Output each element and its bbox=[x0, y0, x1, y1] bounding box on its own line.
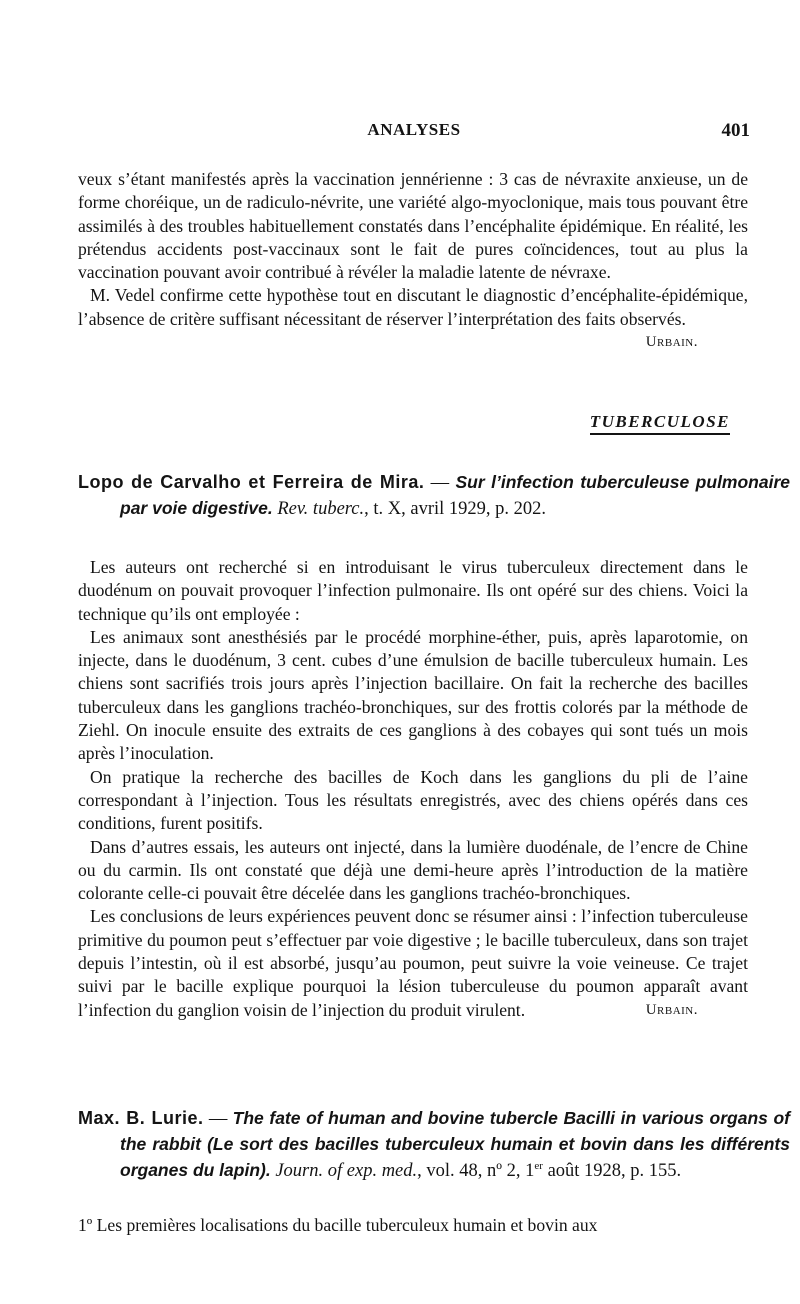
abstract-body bbox=[78, 556, 748, 1022]
entry-title: The fate of human and bovine tubercle Bacilli in various organs of the rabbit (Le sort des bacilles tuberculeux humain et bovin dans les différents organes du lapin). bbox=[120, 1108, 790, 1180]
entry-citation: , vol. 48, nº 2, 1 bbox=[417, 1161, 535, 1181]
paragraph bbox=[78, 905, 748, 1021]
entry-authors: Lopo de Carvalho et Ferreira de Mira. bbox=[78, 472, 425, 492]
paragraph: Les animaux sont anesthésiés par le procédé morphine-éther, puis, après laparotomie, on injecte, dans le duodénum, 3 cent. cubes d’une émulsion de bacille tuberculeux humain. Les chiens sont sacrifiés trois jours après l’injection bacillaire. On fait la recherche des bacilles tuberculeux dans les ganglions trachéo-bronchiques, sur des frottis colorés par la méthode de Ziehl. On inocule ensuite des extraits de ces ganglions à des cobayes qui sont tués un mois après l’inoculation. bbox=[78, 626, 748, 764]
entry-dash: — bbox=[424, 473, 456, 493]
section-heading: TUBERCULOSE bbox=[590, 412, 730, 435]
entry-authors: Max. B. Lurie. bbox=[78, 1108, 204, 1128]
signature: Urbain. bbox=[645, 1001, 698, 1018]
paragraph-text: Les conclusions de leurs expériences peuvent donc se résumer ainsi : l’infection tuberculeuse primitive du poumon peut s’effectuer par voie digestive ; le bacille tuberculeux, dans son trajet depuis l’intestin, où il est absorbé, jusqu’au poumon, peut suivre la voie veineuse. Ce trajet suivi par le bacille explique pourquoi la lésion tuberculeuse du poumon apparaît avant l’infection du ganglion voisin de l’injection du produit virulent. bbox=[78, 906, 748, 1020]
abstract-body bbox=[78, 1214, 748, 1237]
top-text-block bbox=[78, 168, 748, 354]
bibliographic-entry bbox=[78, 470, 790, 522]
entry-title: Sur l’infection tuberculeuse pulmonaire par voie digestive. bbox=[120, 472, 791, 518]
paragraph: Les auteurs ont recherché si en introduisant le virus tuberculeux directement dans le duodénum on pouvait provoquer l’infection pulmonaire. Ils ont opéré sur des chiens. Voici la technique qu’ils ont employée : bbox=[78, 557, 748, 624]
entry-dash: — bbox=[203, 1109, 233, 1129]
page-header bbox=[78, 120, 750, 144]
paragraph bbox=[78, 284, 748, 351]
paragraph: Dans d’autres essais, les auteurs ont injecté, dans la lumière duodénale, de l’encre de Chine ou du carmin. Ils ont constaté que déjà une demi-heure après l’introduction de la matière colorante celle-ci pouvait être décelée dans les ganglions trachéo-bronchiques. bbox=[78, 836, 748, 904]
entry-citation: août 1928, p. 155. bbox=[542, 1161, 682, 1181]
paragraph: On pratique la recherche des bacilles de Koch dans les ganglions du pli de l’aine correspondant à l’injection. Tous les résultats enregistrés, avec des chiens opérés dans ces conditions, furent positifs. bbox=[78, 766, 748, 834]
running-head: ANALYSES bbox=[367, 120, 461, 139]
paragraph-text: M. Vedel confirme cette hypothèse tout en discutant le diagnostic d’encéphalite-épidémique, l’absence de critère suffisant nécessitant de réserver l’interprétation des faits observés. bbox=[78, 285, 748, 329]
signature: Urbain. bbox=[645, 334, 698, 351]
entry-citation-superscript: er bbox=[534, 1159, 543, 1172]
entry-citation: , t. X, avril 1929, p. 202. bbox=[364, 499, 547, 519]
entry-journal: Rev. tuberc. bbox=[277, 499, 365, 519]
page-number: 401 bbox=[721, 120, 750, 141]
entry-journal: Journ. of exp. med. bbox=[275, 1161, 418, 1181]
paragraph: 1º Les premières localisations du bacille tuberculeux humain et bovin aux bbox=[78, 1215, 598, 1235]
paragraph: veux s’étant manifestés après la vaccination jennérienne : 3 cas de névraxite anxieuse, un de forme chοréique, un de radiculo-névrite, une variété algo-myoclonique, mais tous pouvant être assimilés à des troubles habituellement constatés dans l’encéphalite épidémique. En réalité, les prétendus accidents post-vaccinaux sont le fait de pures coïncidences, tout au plus la vaccination pouvant avoir contribué à révéler la maladie latente de névraxe. bbox=[78, 169, 748, 283]
bibliographic-entry bbox=[78, 1106, 790, 1184]
